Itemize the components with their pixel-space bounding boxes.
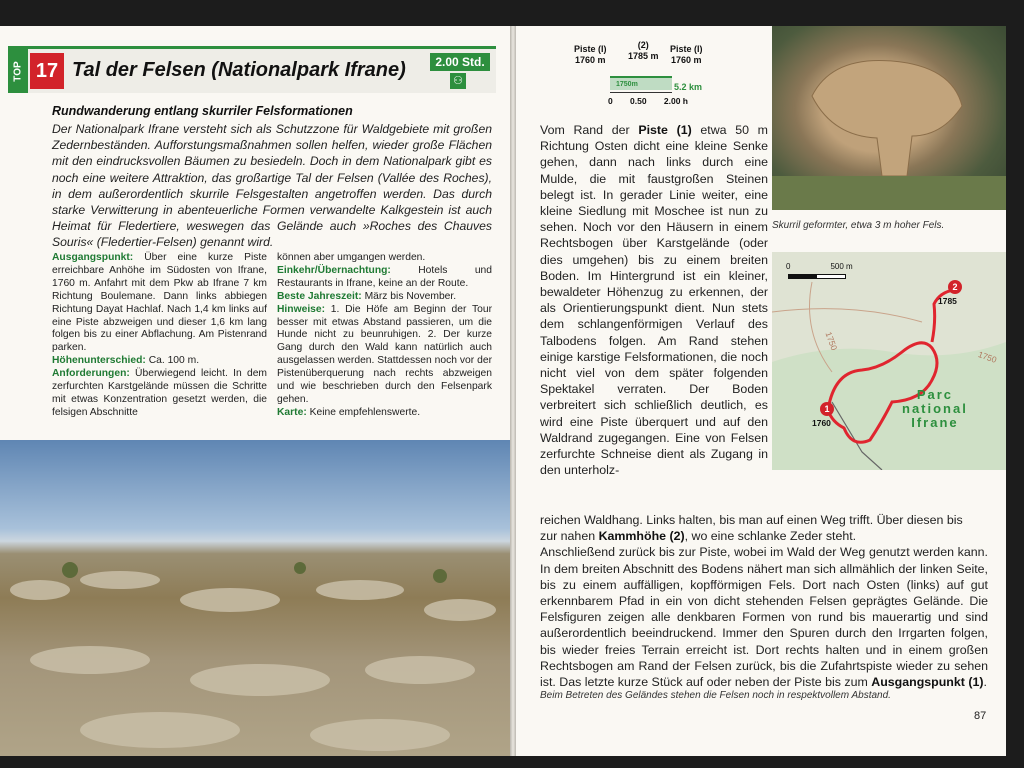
- text-hoehe: Ca. 100 m.: [145, 355, 200, 367]
- map-contour-label: 1750: [976, 349, 999, 365]
- body-paragraph-1: [540, 122, 768, 478]
- body-text: Anschließend zurück bis zur Piste, wobei im Wald der Weg genutzt werden kann. In dem breiten Abschnitt des Bodens nähert man sich allmählich der linken Seite, bis zu einem auffälligen, kopfförmigen Fels. Dort nach Osten (links) auf gut erkennbarem Pfad in ein von dicht stehenden Felsen geprägtes Gelände. Die Felsfiguren zeigen alle denkbaren Formen von rund bis mauerartig und sind außerordentlich beeindruckend. Immer den Spuren durch den Irrgarten folgen, bis wieder freies Terrain erreicht ist. Dort rechts halten und in einem großen Rechtsbogen am Rand der Felsen zurück, bis die Zufahrtspiste wieder zu sehen ist. Das letzte kurze Stück auf oder neben der Piste bis zum: [540, 545, 988, 690]
- map-drawing: [772, 252, 1006, 470]
- rock-photo: [772, 26, 1006, 210]
- intro-text: Der Nationalpark Ifrane versteht sich als Schutzzone für Waldgebiete mit großen Zedernbeständen. Aufforstungsmaßnahmen sollen helfen, wieder große Flächen mit den eindrucksvollen Bäumen zu besiedeln. Doch in dem Nationalpark gibt es noch eine weitere Attraktion, das großartige Tal der Felsen (Vallée des Roches), in dem außerordentlich skurrile Felsgestalten angetroffen werden. Das durch starke Verwitterung in abenteuerliche Formen verwandelte Kalkgestein ist auch Heimat für Fledertiere, weswegen das Gelände auch »Roches des Chauves Souris« (Fledertier-Felsen) genannt wird.: [52, 122, 492, 250]
- profile-end-alt: 1760 m: [670, 55, 702, 65]
- info-column-right: [277, 252, 492, 420]
- scale-end: 500 m: [830, 262, 853, 271]
- body-text-narrow: [540, 122, 768, 478]
- elevation-profile: [574, 42, 704, 126]
- label-hoehe: Höhenunterschied:: [52, 355, 146, 367]
- profile-end: [670, 44, 703, 66]
- map-alt-1760: 1760: [812, 418, 831, 428]
- profile-mid-alt: 1785 m: [628, 51, 659, 61]
- waypoint-kammhoehe: Kammhöhe (2): [598, 529, 685, 544]
- top-tag-label: TOP: [12, 60, 24, 82]
- info-ausgang: [52, 252, 267, 355]
- profile-tick: 0.50: [630, 96, 647, 106]
- body-text: Vom Rand der: [540, 123, 639, 137]
- profile-tick: 0: [608, 96, 613, 106]
- info-column-left: [52, 252, 267, 420]
- text-hinweise: 1. Die Höfe am Beginn der Tour besser mit etwas Abstand passieren, um die Hunde nicht zu beunruhigen. 2. Der kurze Gang durch den Wald kann natürlich auch ausgelassen werden. Stattdessen noch vor der Pistenüberquerung nach rechts abzweigen und wie beschrieben durch den Felsenpark gehen.: [277, 303, 492, 405]
- map-marker-1: 1: [820, 402, 834, 416]
- profile-bar: [610, 76, 672, 90]
- label-einkehr: Einkehr/Übernachtung:: [277, 264, 391, 276]
- text-ausgang: Über eine kurze Piste erreichbare Anhöhe im Südosten von Ifrane, 1760 m. Anfahrt mit dem Pkw ab Ifrane 7 km Richtung Boulemane. Dann links abbiegen Richtung Dayat Hachlaf. Nach 1,4 km links auf eine Piste abzweigen und dieser 1,6 km lang folgen bis zu einer Abflachung. Am Pistenrand parken.: [52, 252, 267, 354]
- profile-tick: 2.00 h: [663, 96, 688, 106]
- map-alt-1785: 1785: [938, 296, 957, 306]
- route-subtitle: Rundwanderung entlang skurriler Felsformationen: [52, 104, 353, 118]
- duration-badge: 2.00 Std.: [430, 53, 490, 71]
- label-hinweise: Hinweise:: [277, 303, 326, 315]
- body-text: , wo eine schlanke Zeder steht.: [684, 529, 857, 544]
- label-ausgang: Ausgangspunkt:: [52, 252, 134, 263]
- rock-illustration: [772, 26, 1006, 210]
- route-header: [8, 46, 496, 93]
- right-page: [516, 26, 1006, 756]
- park-label-line: Ifrane: [911, 415, 959, 430]
- body-text: .: [983, 675, 987, 690]
- profile-bar-label: 1750m: [616, 81, 638, 88]
- profile-axis: [610, 92, 672, 93]
- info-columns: [52, 252, 492, 420]
- left-page: [0, 26, 510, 756]
- profile-distance: 5.2 km: [674, 82, 703, 92]
- text-anf-cont: können aber umgangen werden.: [277, 252, 426, 263]
- info-einkehr: [277, 265, 492, 291]
- body-text: etwa 50 m Richtung Osten dicht eine kleine Senke gehen, dann nach links durch eine Mulde, die mit faustgroßen Steinen belegt ist. In gerader Linie weiter, eine kleine Siedlung mit Moschee ist nun zu sehen. Noch vor den Häusern in einem Rechtsbogen über Karstgelände (oder dies umgehen) bis zu einem breiten Boden. Im Hintergrund ist ein kleiner, bewaldeter Höhenzug zu erkennen, der als Orientierungspunkt dient. Nun stets dem schlangenförmigen Verlauf des Talbodens folgen. Am Rand stehen einige karstige Felsformationen, die noch nicht viel von dem später folgenden Spektakel verraten. Der Boden verbreitert sich schließlich deutlich, es wird eine Piste überquert und auf den Waldrand zugegangen. Eine von Felsen zerfurchte Schneise dient als Zugang in den unterholz-: [540, 123, 768, 478]
- scale-bar: [788, 274, 846, 279]
- profile-start-name: Piste (I): [574, 44, 607, 54]
- body-text-wide: [540, 512, 988, 690]
- landscape-caption: Beim Betreten des Geländes stehen die Felsen noch in respektvollem Abstand.: [540, 690, 891, 701]
- route-number: 17: [30, 53, 64, 89]
- route-map: [772, 252, 1006, 470]
- park-label-line: Parc: [916, 387, 954, 402]
- map-contour-label: 1750: [823, 330, 840, 352]
- rock-field-illustration: [0, 440, 510, 756]
- text-einkehr: Hotels und Restaurants in Ifrane, keine an der Route.: [277, 264, 492, 289]
- label-anf: Anforderungen:: [52, 368, 130, 380]
- label-karte: Karte:: [277, 406, 307, 418]
- family-icon: ⚇: [450, 73, 466, 89]
- profile-end-name: Piste (I): [670, 44, 703, 54]
- profile-mid-name: (2): [637, 40, 649, 50]
- info-anf: [52, 368, 267, 420]
- label-jahres: Beste Jahreszeit:: [277, 290, 362, 302]
- scale-start: 0: [786, 262, 791, 271]
- profile-start-alt: 1760 m: [574, 55, 606, 65]
- text-karte: Keine empfehlenswerte.: [306, 406, 421, 418]
- profile-mid: [628, 40, 659, 62]
- info-jahres: [277, 291, 492, 304]
- body-line: [540, 528, 988, 544]
- route-title: Tal der Felsen (Nationalpark Ifrane): [72, 59, 406, 81]
- profile-start: [574, 44, 607, 66]
- rock-caption: Skurril geformter, etwa 3 m hoher Fels.: [772, 220, 945, 231]
- profile-ticks: [608, 96, 688, 106]
- info-hoehe: [52, 355, 267, 368]
- waypoint-piste: Piste (1): [638, 123, 692, 137]
- info-karte: [277, 407, 492, 420]
- landscape-photo: [0, 440, 510, 756]
- park-label-line: national: [902, 401, 968, 416]
- text-jahres: März bis November.: [361, 290, 457, 302]
- map-scale: [786, 262, 853, 271]
- top-tag: [8, 49, 28, 93]
- map-marker-2: 2: [948, 280, 962, 294]
- body-paragraph-2: [540, 544, 988, 690]
- body-text: zur nahen: [540, 529, 599, 544]
- body-line: reichen Waldhang. Links halten, bis man auf einen Weg trifft. Über diesen bis: [540, 513, 963, 527]
- park-label: [902, 388, 968, 430]
- info-hinweise: [277, 304, 492, 407]
- waypoint-ausgangspunkt: Ausgangspunkt (1): [871, 675, 984, 690]
- text-anf: Überwiegend leicht. In dem zerfurchten Karstgelände müssen die Schritte mit etwas Konzentration gesetzt werden, die felsigen Abschnitte: [52, 368, 267, 418]
- page-number: 87: [974, 710, 987, 722]
